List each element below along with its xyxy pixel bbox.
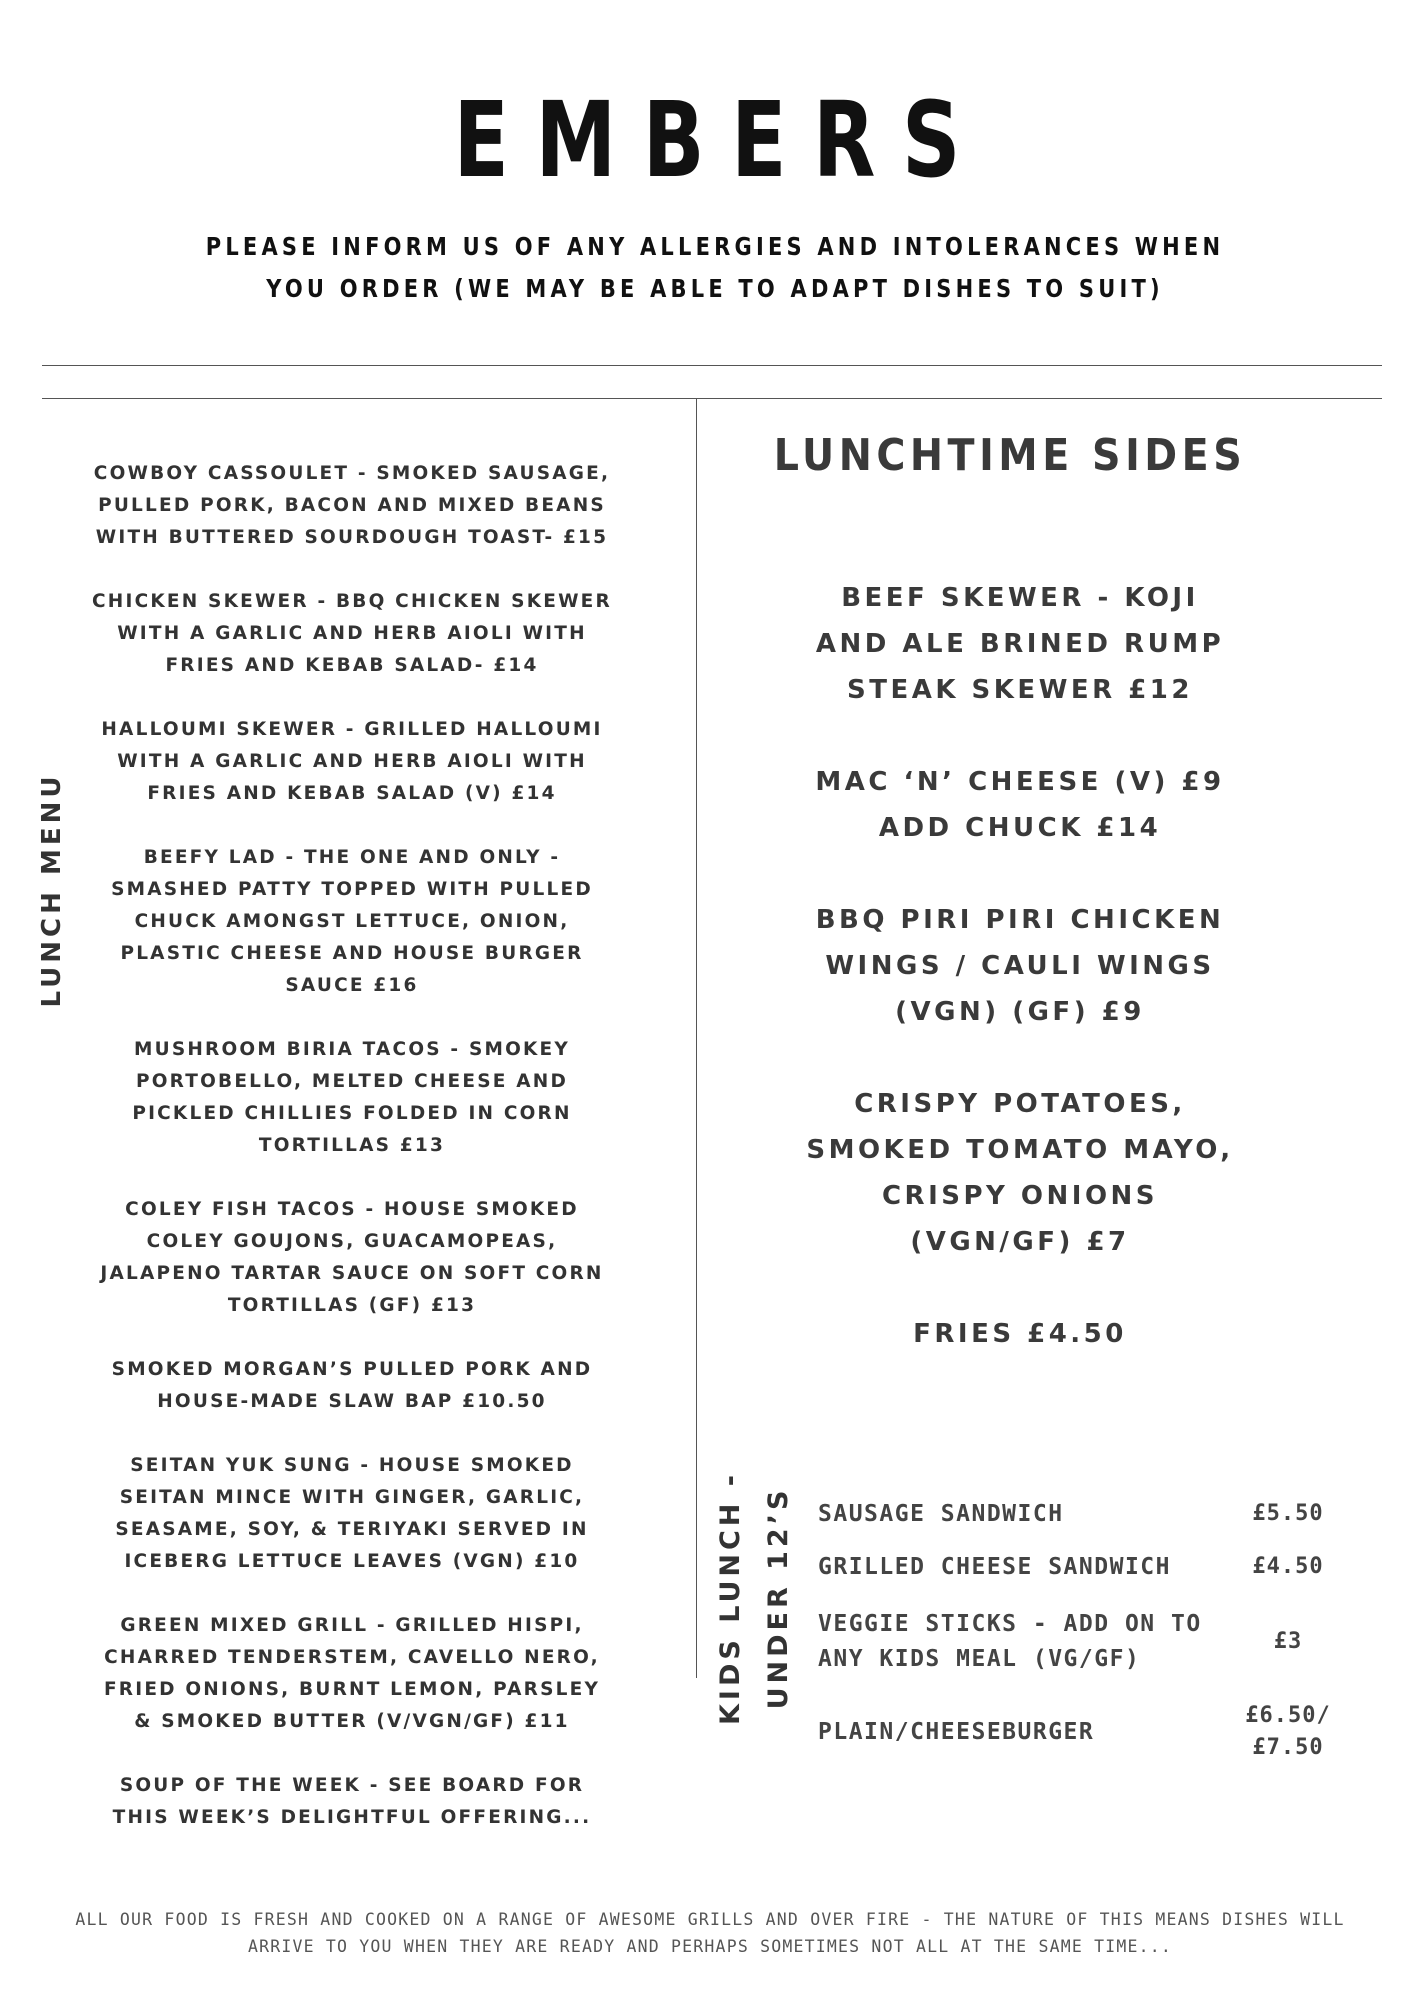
kids-menu-label <box>707 1471 803 1725</box>
side-item: MAC ‘N’ CHEESE (V) £9 ADD CHUCK £14 <box>815 767 1225 843</box>
lunch-item: CHICKEN SKEWER - BBQ CHICKEN SKEWER WITH A GARLIC AND HERB AIOLI WITH FRIES AND KEBAB SALAD- £14 <box>92 591 612 676</box>
footer-note: ALL OUR FOOD IS FRESH AND COOKED ON A RANGE OF AWESOME GRILLS AND OVER FIRE - THE NATURE OF THIS MEANS DISHES WILL ARRIVE TO YOU WHEN THEY ARE READY AND PERHAPS SOMETIMES NOT ALL AT THE SAME TIME... <box>75 1910 1345 1956</box>
kids-item-name: PLAIN/CHEESEBURGER <box>818 1718 1095 1745</box>
kids-item-price: £3 <box>1273 1629 1303 1654</box>
lunch-item: COLEY FISH TACOS - HOUSE SMOKED COLEY GOUJONS, GUACAMOPEAS, JALAPENO TARTAR SAUCE ON SOFT CORN TORTILLAS (GF) £13 <box>100 1199 604 1316</box>
kids-row <box>818 1690 1338 1774</box>
lunch-menu-list <box>92 458 612 1866</box>
side-item: CRISPY POTATOES, SMOKED TOMATO MAYO, CRISPY ONIONS (VGN/GF) £7 <box>806 1089 1234 1257</box>
lunch-item: HALLOUMI SKEWER - GRILLED HALLOUMI WITH A GARLIC AND HERB AIOLI WITH FRIES AND KEBAB SALAD (V) £14 <box>101 719 603 804</box>
lunch-menu-label: LUNCH MENU <box>37 772 67 1008</box>
section-divider <box>42 398 1382 399</box>
lunch-item: BEEFY LAD - THE ONE AND ONLY - SMASHED PATTY TOPPED WITH PULLED CHUCK AMONGST LETTUCE, ONION, PLASTIC CHEESE AND HOUSE BURGER SAUCE £16 <box>111 847 593 996</box>
lunch-item: SEITAN YUK SUNG - HOUSE SMOKED SEITAN MINCE WITH GINGER, GARLIC, SEASAME, SOY, & TERIYAKI SERVED IN ICEBERG LETTUCE LEAVES (VGN) £10 <box>115 1455 589 1572</box>
kids-item-price: £6.50/ £7.50 <box>1245 1703 1331 1760</box>
kids-menu-table <box>818 1488 1338 1774</box>
side-item: FRIES £4.50 <box>913 1319 1127 1349</box>
kids-label-line1: KIDS LUNCH - <box>715 1470 746 1726</box>
column-divider <box>696 398 697 1678</box>
side-item: BEEF SKEWER - KOJI AND ALE BRINED RUMP STEAK SKEWER £12 <box>815 583 1225 705</box>
lunch-item: SOUP OF THE WEEK - SEE BOARD FOR THIS WEEK’S DELIGHTFUL OFFERING... <box>112 1775 592 1828</box>
kids-item-name: SAUSAGE SANDWICH <box>818 1500 1064 1527</box>
lunch-item: GREEN MIXED GRILL - GRILLED HISPI, CHARRED TENDERSTEM, CAVELLO NERO, FRIED ONIONS, BURNT LEMON, PARSLEY & SMOKED BUTTER (V/VGN/GF) £11 <box>103 1615 601 1732</box>
restaurant-title: EMBERS <box>453 79 987 201</box>
kids-item-name: VEGGIE STICKS - ADD ON TO ANY KIDS MEAL (VG/GF) <box>818 1611 1202 1672</box>
top-divider <box>42 365 1382 366</box>
kids-label-line2: UNDER 12’S <box>763 1486 794 1710</box>
kids-item-name: GRILLED CHEESE SANDWICH <box>818 1553 1171 1580</box>
kids-row <box>818 1488 1338 1540</box>
lunch-item: MUSHROOM BIRIA TACOS - SMOKEY PORTOBELLO, MELTED CHEESE AND PICKLED CHILLIES FOLDED IN CORN TORTILLAS £13 <box>132 1039 572 1156</box>
sides-list <box>800 575 1240 1403</box>
sides-title: LUNCHTIME SIDES <box>773 430 1247 481</box>
lunch-item: COWBOY CASSOULET - SMOKED SAUSAGE, PULLED PORK, BACON AND MIXED BEANS WITH BUTTERED SOURDOUGH TOAST- £15 <box>93 463 611 548</box>
allergy-notice: PLEASE INFORM US OF ANY ALLERGIES AND INTOLERANCES WHEN YOU ORDER (WE MAY BE ABLE TO ADAPT DISHES TO SUIT) <box>205 232 1225 303</box>
kids-item-price: £4.50 <box>1252 1554 1324 1579</box>
side-item: BBQ PIRI PIRI CHICKEN WINGS / CAULI WINGS (VGN) (GF) £9 <box>815 905 1225 1027</box>
kids-row <box>818 1594 1338 1690</box>
lunch-item: SMOKED MORGAN’S PULLED PORK AND HOUSE-MADE SLAW BAP £10.50 <box>111 1359 593 1412</box>
kids-item-price: £5.50 <box>1252 1501 1324 1526</box>
kids-row <box>818 1540 1338 1594</box>
